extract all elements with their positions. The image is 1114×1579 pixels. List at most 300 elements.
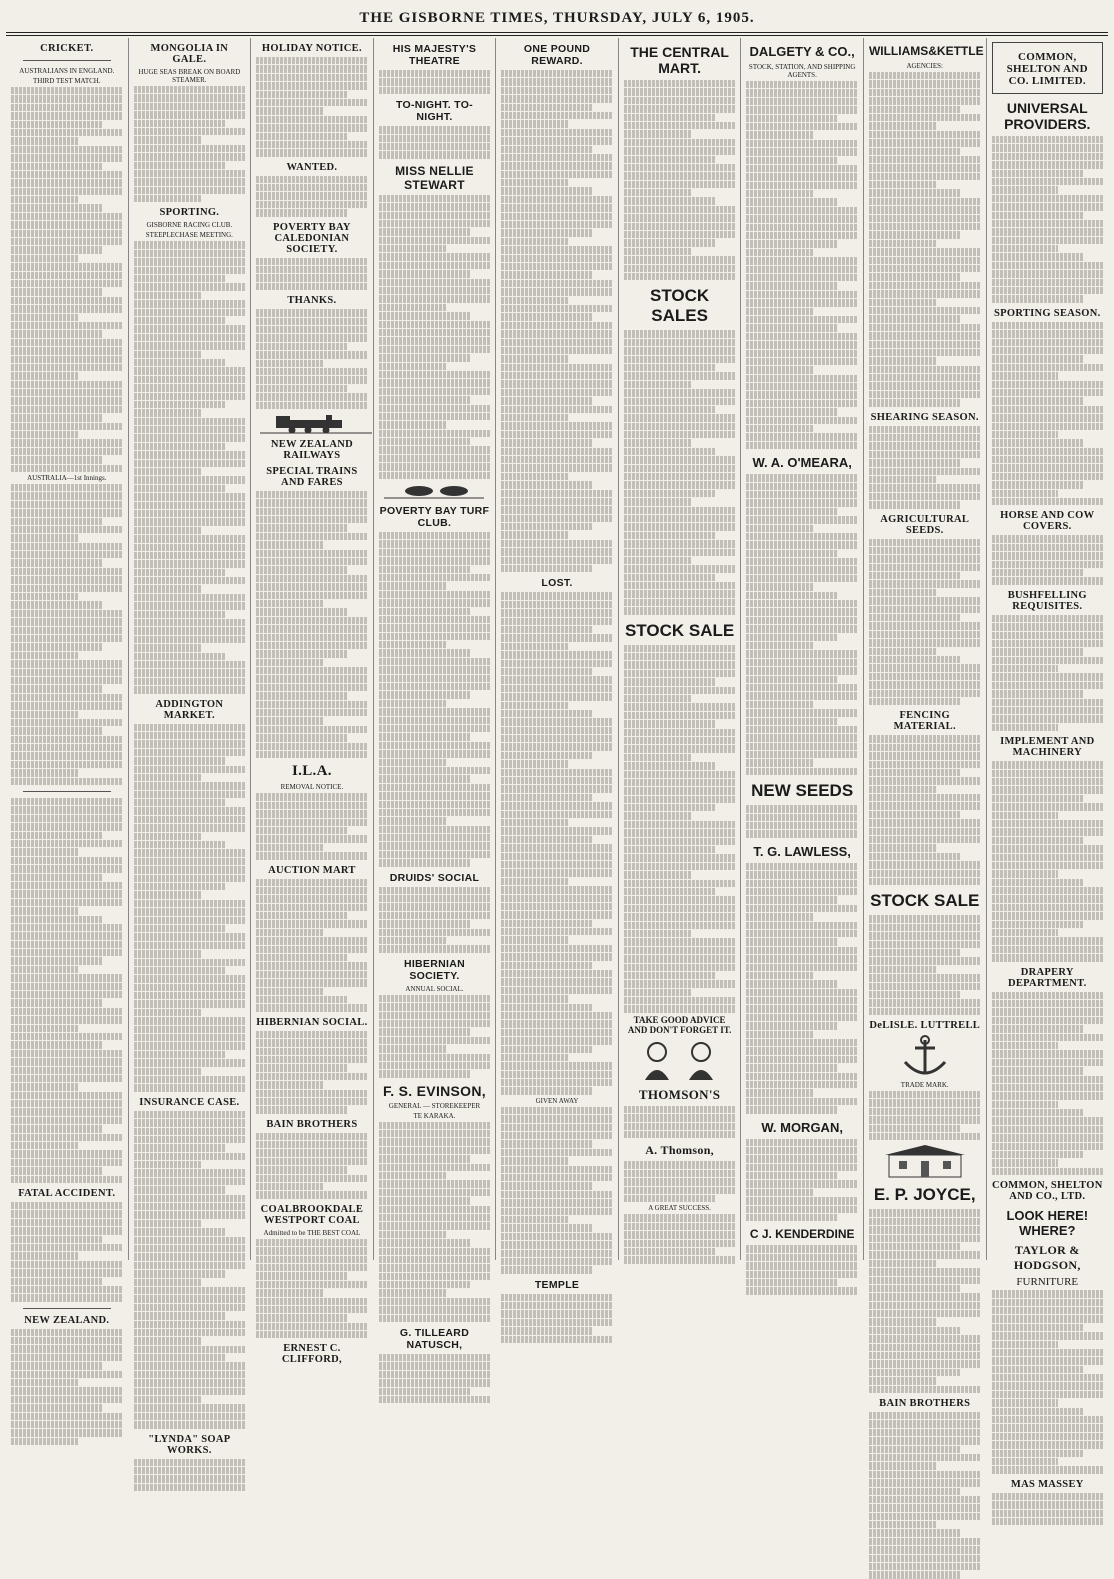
section-heading: LOOK HERE! WHERE?: [1006, 1208, 1089, 1239]
text-line: [624, 745, 736, 752]
text-line: [134, 925, 225, 932]
text-line: [134, 883, 225, 890]
text-line: [746, 805, 858, 812]
text-line: [624, 206, 736, 213]
text-line: [746, 997, 858, 1004]
text-line: [379, 1164, 491, 1171]
text-line: [134, 602, 246, 609]
text-line: [869, 1546, 981, 1553]
text-line: [379, 220, 491, 227]
text-line: [869, 72, 981, 79]
body-text: [869, 426, 981, 509]
section-heading: POVERTY BAY CALEDONIAN SOCIETY.: [273, 221, 351, 255]
text-line: [501, 1191, 613, 1198]
text-line: [869, 493, 981, 500]
text-line: [379, 1315, 491, 1322]
text-line: [992, 1126, 1104, 1133]
text-line: [624, 139, 736, 146]
text-line: [869, 1310, 981, 1317]
masthead-rule: [6, 32, 1108, 33]
text-line: [379, 591, 491, 598]
body-text: [134, 241, 246, 693]
text-line: [624, 653, 736, 660]
text-line: [501, 1241, 613, 1248]
text-line: [501, 557, 613, 564]
text-line: [624, 1005, 736, 1012]
text-line: [134, 724, 246, 731]
text-line: [11, 1269, 123, 1276]
text-line: [256, 1073, 368, 1080]
text-line: [746, 600, 858, 607]
text-line: [501, 414, 568, 421]
text-line: [256, 1081, 323, 1088]
text-line: [869, 382, 981, 389]
text-line: [256, 879, 368, 886]
text-line: [134, 908, 246, 915]
text-line: [134, 94, 246, 101]
text-line: [11, 719, 123, 726]
text-line: [992, 854, 1104, 861]
text-line: [379, 304, 446, 311]
section-heading: NEW ZEALAND.: [24, 1314, 110, 1326]
text-line: [256, 692, 347, 699]
section-heading: HIS MAJESTY'S THEATRE: [392, 43, 477, 67]
text-line: [379, 1037, 491, 1044]
text-line: [11, 1100, 123, 1107]
text-line: [11, 1159, 123, 1166]
text-line: [869, 206, 981, 213]
text-line: [134, 611, 225, 618]
text-line: [11, 627, 123, 634]
text-line: [379, 1189, 491, 1196]
text-line: [134, 1128, 246, 1135]
text-line: [992, 490, 1059, 497]
text-line: [746, 324, 837, 331]
text-line: [992, 1416, 1104, 1423]
section-heading: BUSHFELLING REQUISITES.: [1007, 589, 1087, 612]
text-line: [869, 870, 981, 877]
text-line: [379, 143, 491, 150]
text-line: [11, 492, 123, 499]
column-3: [251, 38, 374, 1366]
text-line: [11, 1167, 102, 1174]
text-line: [379, 1231, 446, 1238]
text-line: [134, 426, 246, 433]
text-line: [869, 752, 981, 759]
text-line: [746, 291, 858, 298]
text-line: [746, 182, 858, 189]
text-line: [134, 1178, 246, 1185]
text-line: [134, 1051, 225, 1058]
text-line: [624, 498, 691, 505]
text-line: [501, 481, 592, 488]
text-line: [746, 989, 858, 996]
text-line: [379, 784, 491, 791]
text-line: [869, 1226, 981, 1233]
text-line: [746, 1139, 858, 1146]
text-line: [134, 1304, 246, 1311]
text-line: [501, 920, 592, 927]
text-line: [746, 333, 858, 340]
text-line: [746, 871, 858, 878]
text-line: [134, 799, 225, 806]
text-line: [134, 560, 246, 567]
text-line: [501, 263, 613, 270]
text-line: [992, 929, 1059, 936]
body-text: [11, 798, 123, 1183]
text-line: [134, 1042, 246, 1049]
text-line: [256, 334, 368, 341]
text-line: [992, 1424, 1104, 1431]
text-line: [11, 1345, 123, 1352]
text-line: [869, 811, 960, 818]
text-line: [379, 1264, 491, 1271]
text-line: [746, 249, 813, 256]
body-text: [869, 1091, 981, 1140]
text-line: [992, 295, 1083, 302]
text-line: [134, 740, 246, 747]
text-line: [501, 634, 613, 641]
text-line: [746, 822, 858, 829]
text-line: [11, 1354, 123, 1361]
text-line: [134, 1362, 246, 1369]
text-line: [379, 633, 491, 640]
text-line: [992, 270, 1104, 277]
text-line: [134, 1153, 246, 1160]
text-line: [869, 164, 981, 171]
text-line: [992, 1366, 1083, 1373]
text-line: [869, 802, 981, 809]
text-line: [11, 711, 78, 718]
masthead-rule-2: [6, 35, 1108, 36]
text-line: [379, 279, 491, 286]
subheading: TRADE MARK.: [900, 1081, 949, 1090]
advert-box: [992, 42, 1104, 94]
text-line: [624, 695, 691, 702]
text-line: [501, 137, 613, 144]
text-line: [134, 774, 201, 781]
text-line: [134, 1076, 246, 1083]
text-line: [134, 309, 246, 316]
text-line: [746, 1189, 813, 1196]
text-line: [746, 759, 813, 766]
column-2: [129, 38, 252, 1456]
text-line: [992, 237, 1104, 244]
text-line: [501, 827, 613, 834]
text-line: [134, 585, 201, 592]
text-line: [501, 397, 592, 404]
text-line: [869, 861, 981, 868]
text-line: [746, 980, 837, 987]
text-line: [256, 617, 368, 624]
text-line: [624, 423, 736, 430]
text-line: [256, 376, 368, 383]
text-line: [256, 734, 347, 741]
text-line: [746, 508, 837, 515]
text-line: [501, 685, 613, 692]
text-line: [869, 332, 981, 339]
text-line: [746, 98, 858, 105]
text-line: [501, 540, 613, 547]
text-line: [134, 103, 246, 110]
body-text: [379, 70, 491, 94]
text-line: [501, 1029, 613, 1036]
text-line: [501, 104, 592, 111]
text-line: [624, 523, 736, 530]
text-line: [501, 389, 613, 396]
text-line: [11, 991, 123, 998]
text-line: [501, 1258, 613, 1265]
text-line: [746, 1014, 858, 1021]
text-line: [869, 1538, 981, 1545]
text-line: [11, 857, 123, 864]
text-line: [11, 518, 102, 525]
text-line: [134, 434, 246, 441]
text-line: [746, 442, 858, 449]
text-line: [624, 565, 736, 572]
text-line: [11, 916, 102, 923]
text-line: [501, 238, 568, 245]
text-line: [992, 431, 1059, 438]
text-line: [501, 811, 613, 818]
text-line: [379, 733, 470, 740]
text-line: [11, 840, 123, 847]
text-line: [992, 262, 1104, 269]
text-line: [746, 1147, 858, 1154]
text-line: [256, 141, 368, 148]
text-line: [134, 1421, 246, 1428]
text-line: [11, 95, 123, 102]
horse-racing-icon: [379, 482, 489, 500]
column-9: [987, 38, 1109, 1490]
text-line: [746, 350, 858, 357]
text-line: [746, 913, 813, 920]
text-line: [624, 821, 736, 828]
text-line: [11, 188, 123, 195]
text-line: [11, 1236, 102, 1243]
text-line: [256, 82, 368, 89]
section-heading: POVERTY BAY TURF CLUB.: [379, 505, 490, 530]
text-line: [624, 248, 691, 255]
text-line: [11, 1371, 123, 1378]
text-line: [624, 372, 736, 379]
text-line: [624, 854, 736, 861]
text-line: [256, 360, 323, 367]
text-line: [746, 81, 858, 88]
text-line: [379, 725, 491, 732]
body-text: [992, 535, 1104, 584]
section-heading: LOST.: [541, 577, 573, 590]
text-line: [11, 406, 123, 413]
text-line: [379, 691, 470, 698]
section-heading: FENCING MATERIAL.: [893, 710, 956, 733]
text-line: [746, 608, 858, 615]
text-line: [624, 1123, 736, 1130]
text-line: [134, 334, 246, 341]
text-line: [992, 1441, 1104, 1448]
text-line: [379, 270, 470, 277]
text-line: [992, 1008, 1104, 1015]
text-line: [746, 625, 858, 632]
section-heading: TO-NIGHT. TO-NIGHT.: [395, 99, 473, 124]
text-line: [379, 912, 491, 919]
text-line: [746, 400, 858, 407]
text-line: [379, 801, 491, 808]
text-line: [379, 826, 491, 833]
column-4: [374, 38, 497, 1352]
text-line: [992, 845, 1104, 852]
text-line: [869, 1420, 981, 1427]
text-line: [992, 623, 1104, 630]
text-line: [746, 215, 858, 222]
text-line: [11, 1025, 78, 1032]
text-line: [256, 575, 368, 582]
locomotive-icon: [256, 412, 376, 434]
text-line: [256, 508, 368, 515]
text-line: [134, 1295, 246, 1302]
text-line: [11, 87, 123, 94]
text-line: [501, 853, 613, 860]
text-line: [869, 991, 960, 998]
text-line: [11, 1396, 123, 1403]
section-heading: COMMON, SHELTON AND CO., LTD.: [991, 1180, 1103, 1203]
text-line: [992, 161, 1104, 168]
text-line: [379, 421, 446, 428]
text-line: [501, 970, 613, 977]
text-line: [134, 468, 201, 475]
text-line: [256, 810, 368, 817]
text-line: [256, 642, 368, 649]
text-line: [992, 786, 1104, 793]
text-line: [134, 619, 246, 626]
text-line: [746, 165, 858, 172]
section-heading: "LYNDA" SOAP WORKS.: [148, 1433, 231, 1456]
text-line: [256, 583, 368, 590]
subheading: TE KARAKA.: [413, 1111, 456, 1120]
text-line: [992, 1510, 1104, 1517]
text-line: [134, 162, 225, 169]
text-line: [256, 1158, 368, 1165]
text-line: [501, 710, 592, 717]
text-line: [501, 515, 613, 522]
text-line: [256, 550, 368, 557]
section-heading: THOMSON'S: [638, 1086, 721, 1102]
text-line: [11, 356, 123, 363]
text-line: [11, 593, 78, 600]
text-line: [992, 946, 1104, 953]
text-line: [624, 838, 736, 845]
text-line: [869, 265, 981, 272]
text-line: [256, 793, 368, 800]
text-line: [134, 841, 225, 848]
text-line: [256, 343, 347, 350]
text-line: [869, 426, 981, 433]
text-line: [746, 1039, 858, 1046]
text-line: [624, 97, 736, 104]
text-line: [869, 1091, 981, 1098]
text-line: [624, 607, 736, 614]
text-line: [501, 280, 613, 287]
text-line: [501, 221, 613, 228]
text-line: [624, 465, 736, 472]
text-line: [379, 608, 470, 615]
text-line: [256, 1281, 368, 1288]
text-line: [624, 779, 736, 786]
text-line: [624, 549, 736, 556]
text-line: [11, 890, 123, 897]
subheading: AUSTRALIA—1st Innings.: [27, 473, 107, 482]
text-line: [992, 253, 1083, 260]
section-heading: AUCTION MART: [268, 864, 356, 876]
body-text: [256, 879, 368, 1012]
text-line: [869, 794, 981, 801]
text-line: [746, 814, 858, 821]
text-line: [992, 820, 1104, 827]
text-line: [256, 107, 323, 114]
section-heading: TEMPLE: [534, 1278, 580, 1291]
text-line: [624, 172, 736, 179]
text-line: [992, 904, 1104, 911]
text-line: [869, 1302, 981, 1309]
text-line: [11, 1379, 78, 1386]
text-line: [11, 129, 123, 136]
text-line: [501, 1054, 568, 1061]
text-line: [11, 196, 78, 203]
text-line: [746, 1047, 858, 1054]
text-line: [746, 207, 858, 214]
text-line: [11, 146, 123, 153]
text-line: [869, 836, 981, 843]
text-line: [11, 1387, 123, 1394]
text-line: [134, 975, 246, 982]
text-line: [746, 592, 837, 599]
text-line: [11, 568, 123, 575]
text-line: [869, 97, 981, 104]
section-heading: SHEARING SEASON.: [870, 411, 979, 423]
text-line: [256, 895, 368, 902]
text-line: [869, 248, 981, 255]
text-line: [746, 516, 858, 523]
text-line: [134, 317, 225, 324]
text-line: [134, 443, 225, 450]
text-line: [134, 1459, 246, 1466]
text-line: [501, 1149, 613, 1156]
text-line: [11, 949, 123, 956]
text-line: [134, 950, 201, 957]
text-line: [869, 122, 936, 129]
text-line: [992, 330, 1104, 337]
text-line: [501, 246, 613, 253]
text-line: [501, 1124, 613, 1131]
text-line: [624, 1170, 736, 1177]
text-line: [256, 566, 347, 573]
text-line: [869, 547, 981, 554]
text-line: [624, 922, 736, 929]
text-line: [379, 337, 491, 344]
columns: [6, 38, 1108, 1490]
text-line: [992, 153, 1104, 160]
text-line: [134, 1253, 246, 1260]
text-line: [379, 842, 491, 849]
text-line: [134, 170, 246, 177]
text-line: [992, 715, 1104, 722]
section-heading: HIBERNIAN SOCIETY.: [403, 957, 465, 982]
text-line: [624, 1195, 715, 1202]
text-line: [992, 212, 1083, 219]
text-line: [134, 476, 246, 483]
text-line: [134, 849, 246, 856]
text-line: [869, 189, 960, 196]
